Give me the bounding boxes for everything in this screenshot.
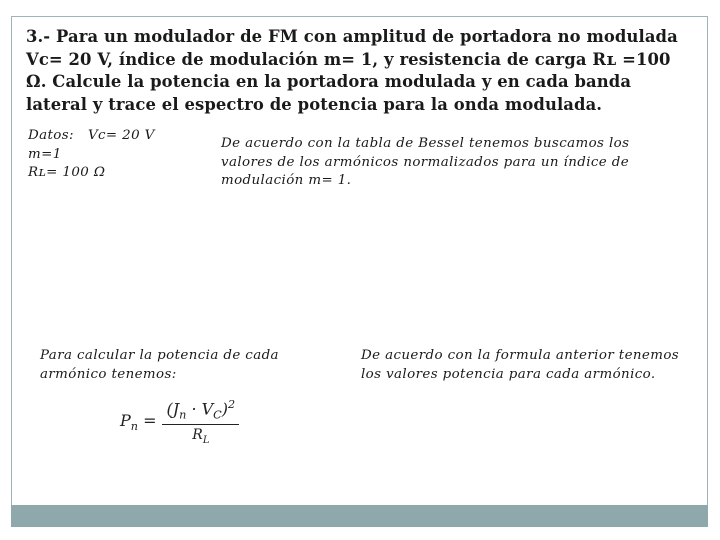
datos-vc: Vc= 20 V <box>87 128 155 143</box>
bessel-paragraph: De acuerdo con la tabla de Bessel tenemos buscamos los valores de los armónicos normalizados para un índice de modulación m= 1. <box>221 136 630 188</box>
formula-lhs: $P_n$ = <box>120 410 157 433</box>
formula-denominator: $R_L$ <box>192 426 210 446</box>
power-formula <box>120 398 239 445</box>
problem-text: Para un modulador de FM con amplitud de portadora no modulada Vc= 20 V, índice de modulación m= 1, y resistencia de carga Rʟ =100 Ω. Calcule la potencia en la portadora modulada y en cada banda lateral y trace el espectro de potencia para la onda modulada. <box>26 27 678 114</box>
formula-note-paragraph: De acuerdo con la formula anterior tenemos los valores potencia para cada armónico. <box>361 348 680 382</box>
formula-numerator: $(J_n \cdot V_C)^2$ <box>162 398 239 425</box>
calc-paragraph: Para calcular la potencia de cada armónico tenemos: <box>40 348 279 382</box>
problem-number: 3.- <box>26 27 51 46</box>
problem-statement <box>26 26 696 116</box>
datos-label: Datos: <box>28 128 74 143</box>
datos-rl: Rʟ= 100 Ω <box>28 165 106 180</box>
formula-fraction <box>162 398 239 445</box>
given-data <box>28 127 208 183</box>
datos-m: m=1 <box>28 146 62 162</box>
footer-bar <box>11 505 708 527</box>
